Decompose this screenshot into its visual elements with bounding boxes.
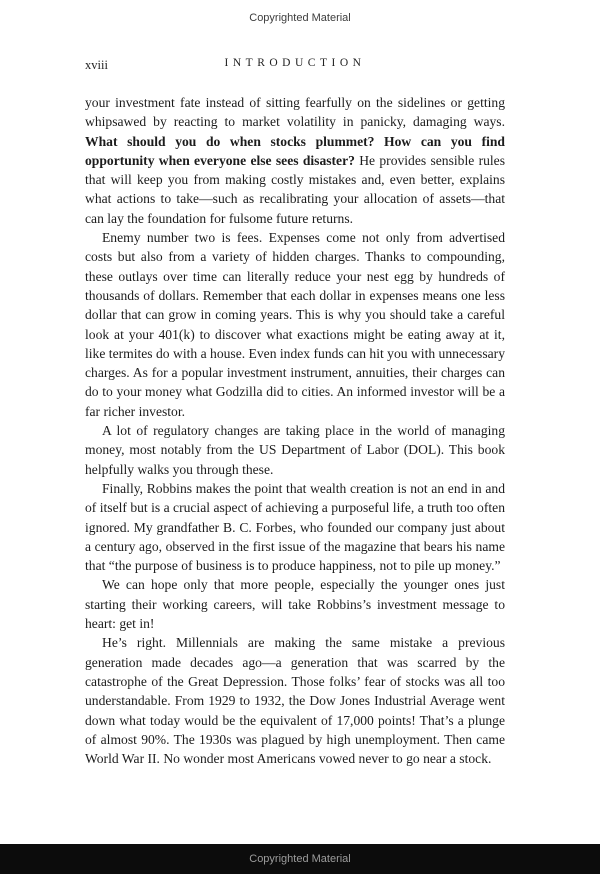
copyright-bar-bottom xyxy=(0,844,600,874)
chapter-title: INTRODUCTION xyxy=(224,57,366,69)
paragraph-1-text-pre: your investment fate instead of sitting fearfully on the sidelines or getting whipsawed by reacting to market volatility in panicky, damaging ways. xyxy=(85,95,505,130)
body-text xyxy=(85,93,505,768)
page-number: xviii xyxy=(85,58,108,72)
paragraph-4: Finally, Robbins makes the point that wealth creation is not an end in and of itself but is a crucial aspect of achieving a purposeful life, a truth too often ignored. My grandfather B. C. Forbes, who founded our company just about a century ago, observed in the first issue of the magazine that bears his name that “the purpose of business is to produce happiness, not to pile up money.” xyxy=(85,480,505,574)
paragraph-1-bold-question: What should you do when stocks plummet? How can you find opportunity when everyone else sees disaster? xyxy=(85,133,505,168)
copyright-notice-bottom: Copyrighted Material xyxy=(249,853,351,865)
paragraph-2: Enemy number two is fees. Expenses come not only from advertised costs but also from a variety of hidden charges. Thanks to compounding, these outlays over time can literally reduce your nest egg by hundreds of thousands of dollars. Remember that each dollar in expenses means one less dollar that can grow in coming years. This is why you should take a careful look at your 401(k) to discover what exactions might be eating away at it, like termites do with a house. Even index funds can hit you with unnecessary charges. As for a popular investment instrument, annuities, their charges can do to your money what Godzilla did to cities. An informed investor will be a far richer investor. xyxy=(85,230,505,419)
paragraph-1-text-post: He provides sensible rules that will keep you from making costly mistakes and, even better, explains what actions to take—such as recalibrating your allocation of assets—that can lay the foundation for fulsome future returns. xyxy=(85,152,505,226)
paragraph-6: He’s right. Millennials are making the same mistake a previous generation made decades ago—a generation that was scarred by the catastrophe of the Great Depression. Those folks’ fear of stocks was all too understandable. From 1929 to 1932, the Dow Jones Industrial Average went down what today would be the equivalent of 17,000 points! That’s a plunge of almost 90%. The 1930s was plagued by high unemployment. Then came World War II. No wonder most Americans vowed never to go near a stock. xyxy=(85,635,505,767)
copyright-notice-top: Copyrighted Material xyxy=(249,12,351,24)
paragraph-5: We can hope only that more people, especially the younger ones just starting their working careers, will take Robbins’s investment message to heart: get in! xyxy=(85,577,505,632)
paragraph-1 xyxy=(85,93,505,228)
paragraph-3: A lot of regulatory changes are taking place in the world of managing money, most notably from the US Department of Labor (DOL). This book helpfully walks you through these. xyxy=(85,423,505,477)
page-header xyxy=(85,57,505,75)
